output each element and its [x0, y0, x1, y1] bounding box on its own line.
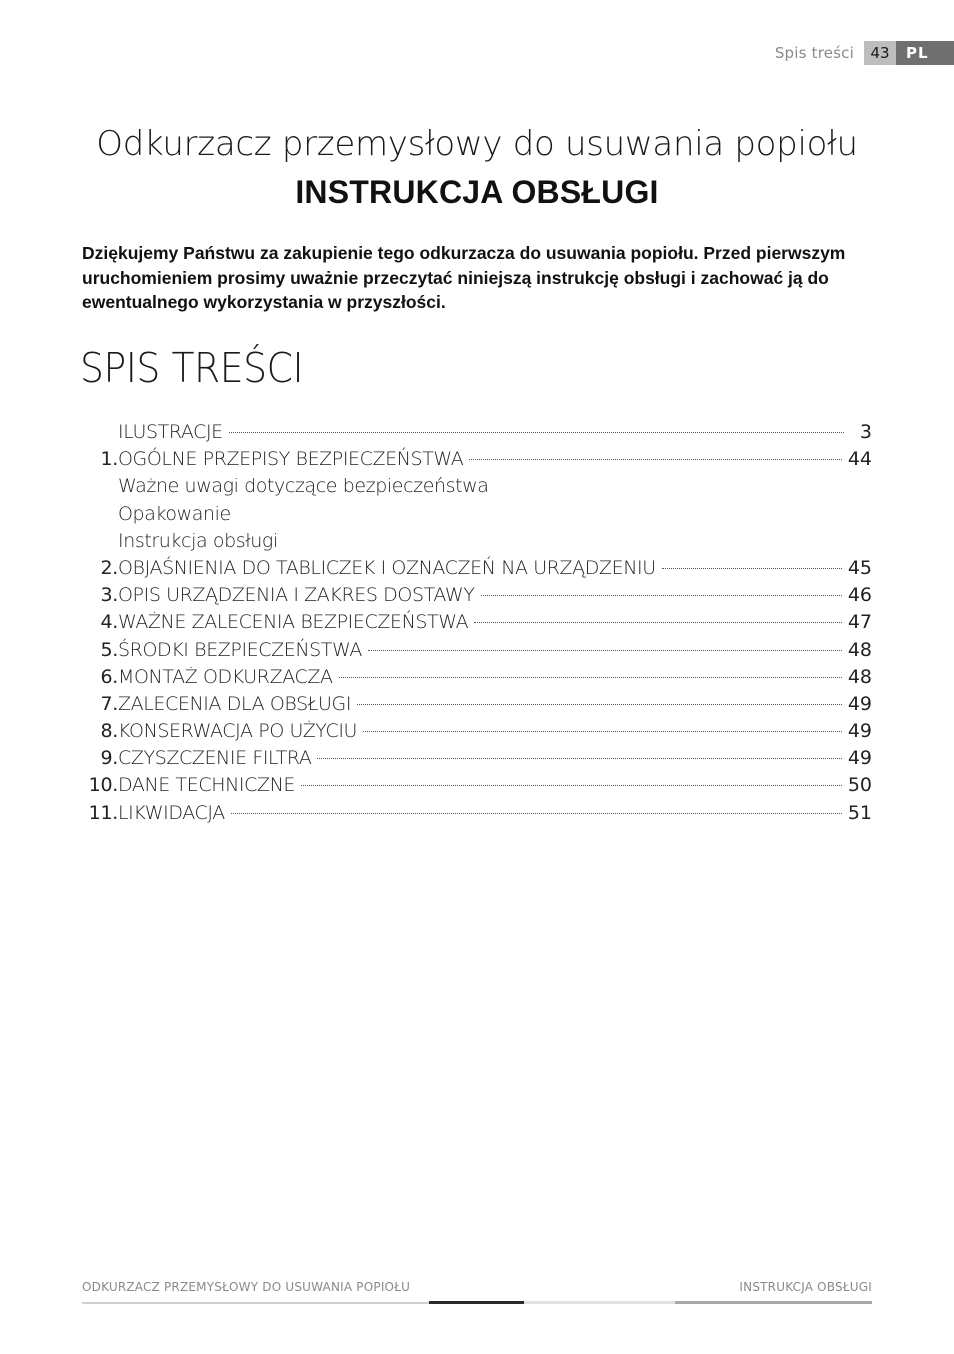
toc-entry-page: 49: [847, 747, 872, 770]
toc-entry-number: 10.: [88, 774, 118, 797]
header-section-title: Spis treści: [774, 44, 854, 62]
toc-entry-page: 44: [847, 448, 872, 471]
header-language-badge: PL: [896, 41, 954, 65]
toc-entry[interactable]: [82, 772, 872, 799]
toc-entry-label: OBJAŚNIENIA DO TABLICZEK I OZNACZEŃ NA URZĄDZENIU: [118, 556, 656, 579]
toc-entry-label: MONTAŻ ODKURZACZA: [118, 665, 333, 688]
table-of-contents: [82, 419, 872, 827]
page-header: [775, 41, 954, 65]
toc-entry[interactable]: [82, 582, 872, 609]
toc-entry-label: ILUSTRACJE: [118, 421, 223, 443]
toc-leader-dots: [231, 812, 842, 814]
toc-leader-dots: [339, 676, 842, 678]
document-title: Odkurzacz przemysłowy do usuwania popiołu: [96, 124, 858, 164]
toc-entry-number: 5.: [100, 638, 118, 661]
toc-entry-page: 3: [859, 421, 872, 443]
toc-leader-dots: [357, 703, 842, 705]
toc-entry-label: WAŻNE ZALECENIA BEZPIECZEŃSTWA: [118, 611, 469, 634]
toc-entry-page: 47: [847, 611, 872, 634]
toc-subentry[interactable]: [82, 528, 872, 555]
toc-heading: SPIS TREŚCI: [80, 344, 304, 392]
toc-subentry-label: Opakowanie: [118, 502, 231, 525]
toc-subentry-label: Ważne uwagi dotyczące bezpieczeństwa: [118, 475, 489, 498]
toc-leader-dots: [474, 621, 842, 623]
footer-product-name: ODKURZACZ PRZEMYSŁOWY DO USUWANIA POPIOŁU: [82, 1280, 411, 1294]
toc-leader-dots: [317, 757, 841, 759]
toc-entry-label: CZYSZCZENIE FILTRA: [118, 747, 312, 770]
toc-entry-label: LIKWIDACJA: [118, 801, 225, 824]
toc-entry[interactable]: [82, 718, 872, 745]
footer-divider-segment: [429, 1301, 524, 1304]
header-page-number: 43: [864, 41, 896, 65]
toc-entry[interactable]: [82, 745, 872, 772]
toc-entry-page: 48: [847, 665, 872, 688]
toc-leader-dots: [301, 784, 842, 786]
toc-entry-number: 6.: [100, 665, 118, 688]
toc-leader-dots: [469, 458, 841, 460]
toc-leader-dots: [481, 594, 842, 596]
toc-leader-dots: [662, 567, 842, 569]
toc-entry-number: 2.: [100, 556, 118, 579]
toc-leader-dots: [229, 431, 844, 433]
toc-entry[interactable]: [82, 609, 872, 636]
toc-entry-page: 45: [847, 556, 872, 579]
toc-leader-dots: [368, 649, 842, 651]
toc-entry-label: OPIS URZĄDZENIA I ZAKRES DOSTAWY: [118, 584, 475, 607]
toc-entry[interactable]: [82, 446, 872, 473]
document-subtitle: INSTRUKCJA OBSŁUGI: [295, 174, 659, 210]
toc-subentry-label: Instrukcja obsługi: [118, 529, 278, 552]
toc-entry-number: 7.: [100, 692, 118, 715]
toc-subentry[interactable]: [82, 473, 872, 500]
toc-entry[interactable]: [82, 691, 872, 718]
toc-entry-number: 8.: [100, 720, 118, 743]
page-footer: [82, 1280, 872, 1296]
toc-entry-label: OGÓLNE PRZEPISY BEZPIECZEŃSTWA: [118, 448, 464, 471]
toc-entry[interactable]: [82, 555, 872, 582]
toc-entry-number: 11.: [88, 801, 118, 824]
toc-entry-label: ŚRODKI BEZPIECZEŃSTWA: [118, 638, 362, 661]
toc-entry-label: KONSERWACJA PO UŻYCIU: [118, 720, 358, 743]
toc-entry[interactable]: [82, 800, 872, 827]
footer-divider: [82, 1301, 872, 1305]
toc-entry-page: 49: [847, 692, 872, 715]
toc-entry-label: ZALECENIA DLA OBSŁUGI: [118, 692, 352, 715]
toc-subentry[interactable]: [82, 501, 872, 528]
toc-entry-number: 3.: [100, 584, 118, 607]
toc-leader-dots: [363, 730, 842, 732]
toc-entry[interactable]: [82, 664, 872, 691]
toc-entry-number: 9.: [100, 747, 118, 770]
footer-document-type: INSTRUKCJA OBSŁUGI: [739, 1280, 872, 1294]
toc-entry-number: 4.: [100, 611, 118, 634]
toc-entry-page: 50: [847, 774, 872, 797]
toc-entry[interactable]: [82, 637, 872, 664]
toc-entry-page: 48: [847, 638, 872, 661]
toc-entry-page: 49: [847, 720, 872, 743]
footer-divider-segment: [524, 1301, 675, 1304]
footer-divider-segment: [82, 1302, 429, 1304]
intro-paragraph: Dziękujemy Państwu za zakupienie tego odkurzacza do usuwania popiołu. Przed pierwszym uruchomieniem prosimy uważnie przeczytać niniejszą instrukcję obsługi i zachować ją do ewentualnego wykorzystania w przyszłości.: [82, 243, 846, 312]
toc-entry-number: 1.: [100, 448, 118, 471]
toc-entry-page: 46: [847, 584, 872, 607]
toc-entry-label: DANE TECHNICZNE: [118, 774, 296, 797]
toc-entry-page: 51: [847, 801, 872, 824]
footer-divider-segment: [675, 1301, 872, 1304]
toc-entry[interactable]: [82, 419, 872, 446]
